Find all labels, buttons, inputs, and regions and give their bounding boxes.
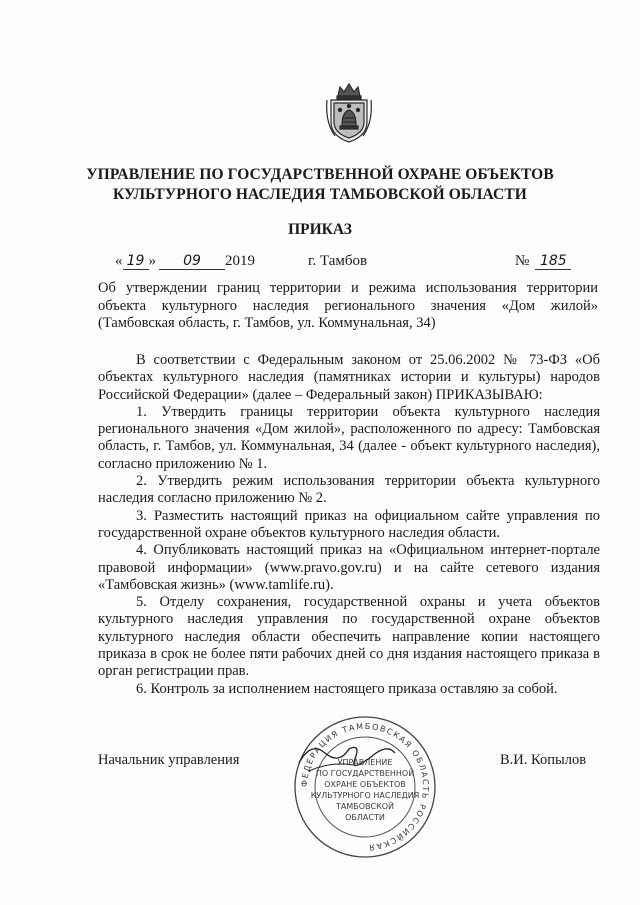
date-year: 2019 [225,253,255,269]
official-seal-icon [291,713,439,861]
organization-line-2: КУЛЬТУРНОГО НАСЛЕДИЯ ТАМБОВСКОЙ ОБЛАСТИ [113,186,527,203]
document-number [515,253,571,270]
stamp-center-line: ПО ГОСУДАРСТВЕННОЙ [315,769,415,778]
stamp-center-line: ОБЛАСТИ [345,813,385,822]
date-month: 09 [159,253,225,270]
signatory-name: В.И. Копылов [500,752,587,768]
document-subject: Об утверждении границ территории и режима использования территории объекта культурного наследия регионального значения «Дом жилой» (Тамбовская область, г. Тамбов, ул. Коммунальная, 34) [98,280,598,331]
stamp-center-line: КУЛЬТУРНОГО НАСЛЕДИЯ [310,791,420,800]
stamp-center-line: ТАМБОВСКОЙ [335,802,395,811]
order-item: 5. Отделу сохранения, государственной охраны и учета объектов культурного наследия управления по государственной охране объектов культурного наследия области обеспечить направление копии настоящего приказа в срок не более пяти рабочих дней со дня издания настоящего приказа в орган регистрации прав. [98,594,600,680]
date-close-quote: » [148,253,156,269]
order-item: 4. Опубликовать настоящий приказ на «Официальном интернет-портале правовой информации» (www.pravo.gov.ru) и на сайте сетевого издания «Тамбовская жизнь» (www.tamlife.ru). [98,542,600,593]
document-city: г. Тамбов [308,253,368,269]
number-value: 185 [535,253,571,270]
document-body [98,352,600,698]
stamp-center-line: УПРАВЛЕНИЕ [337,758,393,767]
order-item: 6. Контроль за исполнением настоящего приказа оставляю за собой. [136,680,558,697]
order-item: 2. Утвердить режим использования территории объекта культурного наследия согласно приложению № 2. [98,473,600,507]
preamble-paragraph: В соответствии с Федеральным законом от 25.06.2002 № 73-ФЗ «Об объектах культурного наследия (памятниках истории и культуры) народов Российской Федерации» (далее – Федеральный закон) ПРИКАЗЫВАЮ: [98,352,600,403]
organization-header [0,165,640,205]
document-type-title: ПРИКАЗ [288,221,352,238]
number-prefix: № [515,253,530,269]
stamp-center-line: ОХРАНЕ ОБЪЕКТОВ [324,780,406,789]
signatory-role: Начальник управления [98,752,240,768]
order-item: 1. Утвердить границы территории объекта культурного наследия регионального значения «Дом жилой», расположенного по адресу: Тамбовская область, г. Тамбов, ул. Коммунальная, 34 (далее - объект культурного наследия), согласно приложению № 1. [98,403,600,472]
order-item: 3. Разместить настоящий приказ на официальном сайте управления по государственной охране объектов культурного наследия области. [98,507,600,541]
stamp-ring-text: ФЕДЕРАЦИЯ ТАМБОВСКАЯ ОБЛАСТЬ РОССИЙСКАЯ [299,721,431,853]
date-line [0,253,640,277]
document-date [115,253,255,270]
organization-line-1: УПРАВЛЕНИЕ ПО ГОСУДАРСТВЕННОЙ ОХРАНЕ ОБЪЕКТОВ [86,166,554,183]
date-open-quote: « [115,253,123,269]
coat-of-arms-icon [323,82,375,144]
date-day: 19 [123,253,149,270]
